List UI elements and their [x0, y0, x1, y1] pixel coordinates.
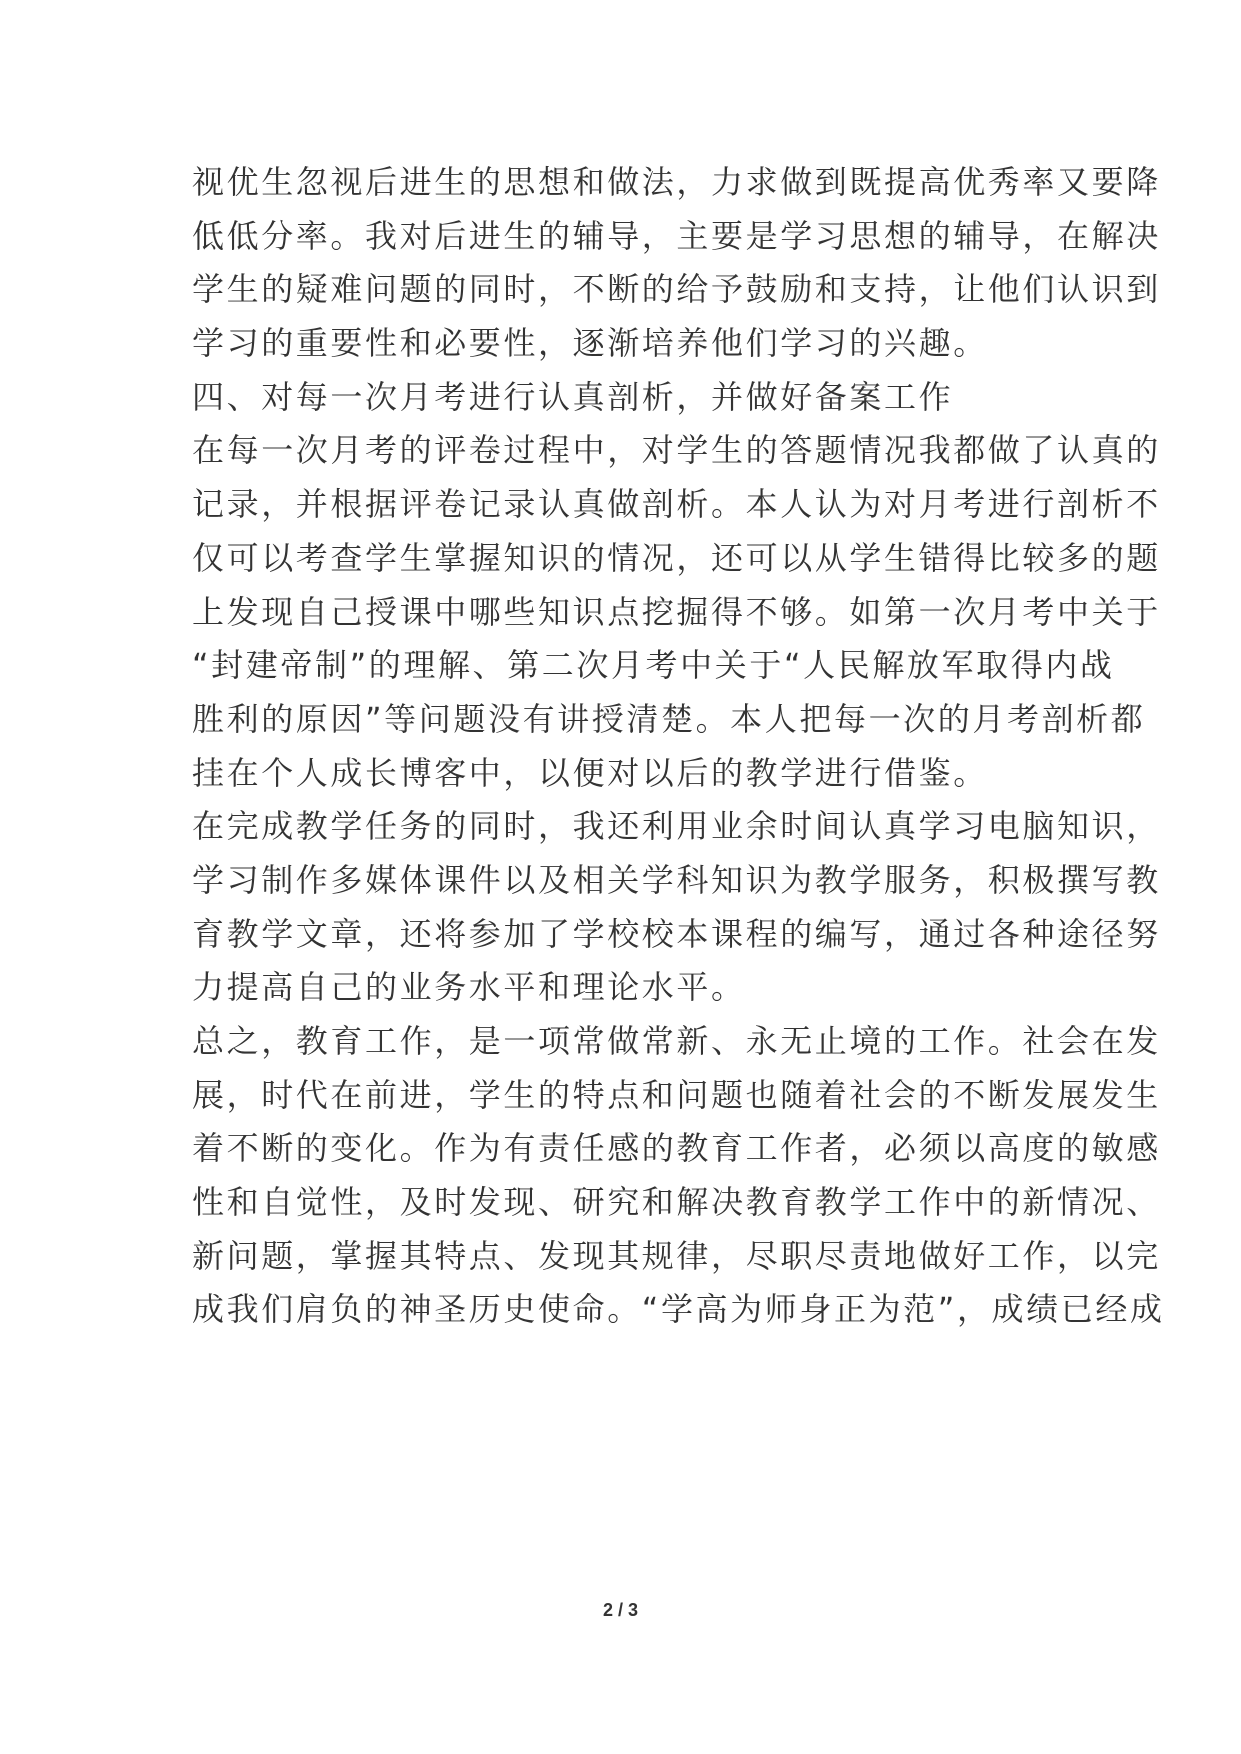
page-number: 2 / 3: [602, 1600, 639, 1620]
text-line: 挂在个人成长博客中，以便对以后的教学进行借鉴。: [192, 753, 988, 792]
text-line: 性和自觉性，及时发现、研究和解决教育教学工作中的新情况、: [192, 1183, 1161, 1222]
text-line: 在每一次月考的评卷过程中，对学生的答题情况我都做了认真的: [192, 431, 1161, 470]
section-heading: 四、对每一次月考进行认真剖析，并做好备案工作: [192, 377, 954, 416]
text-line: 记录，并根据评卷记录认真做剖析。本人认为对月考进行剖析不: [192, 485, 1161, 524]
text-line: 着不断的变化。作为有责任感的教育工作者，必须以高度的敏感: [192, 1129, 1161, 1168]
text-line: 新问题，掌握其特点、发现其规律，尽职尽责地做好工作，以完: [192, 1236, 1161, 1275]
text-line: 成我们肩负的神圣历史使命。“学高为师身正为范”，成绩已经成: [192, 1290, 1165, 1329]
text-line: 学习的重要性和必要性，逐渐培养他们学习的兴趣。: [192, 324, 988, 363]
text-line: 在完成教学任务的同时，我还利用业余时间认真学习电脑知识，: [192, 807, 1161, 846]
text-line: 胜利的原因”等问题没有讲授清楚。本人把每一次的月考剖析都: [192, 699, 1146, 738]
text-line: 上发现自己授课中哪些知识点挖掘得不够。如第一次月考中关于: [192, 592, 1161, 631]
text-line: 仅可以考查学生掌握知识的情况，还可以从学生错得比较多的题: [192, 538, 1161, 577]
text-line: 力提高自己的业务水平和理论水平。: [192, 968, 746, 1007]
text-line: 低低分率。我对后进生的辅导，主要是学习思想的辅导，在解决: [192, 216, 1161, 255]
text-line: 视优生忽视后进生的思想和做法，力求做到既提高优秀率又要降: [192, 163, 1161, 201]
text-line: 展，时代在前进，学生的特点和问题也随着社会的不断发展发生: [192, 1075, 1161, 1114]
body-text: [192, 156, 1165, 1337]
text-line: 总之，教育工作，是一项常做常新、永无止境的工作。社会在发: [192, 1022, 1161, 1060]
text-line: “封建帝制”的理解、第二次月考中关于“人民解放军取得内战: [192, 646, 1115, 685]
text-line: 育教学文章，还将参加了学校校本课程的编写，通过各种途径努: [192, 914, 1161, 953]
text-line: 学习制作多媒体课件以及相关学科知识为教学服务，积极撰写教: [192, 860, 1161, 899]
text-line: 学生的疑难问题的同时，不断的给予鼓励和支持，让他们认识到: [192, 270, 1161, 309]
